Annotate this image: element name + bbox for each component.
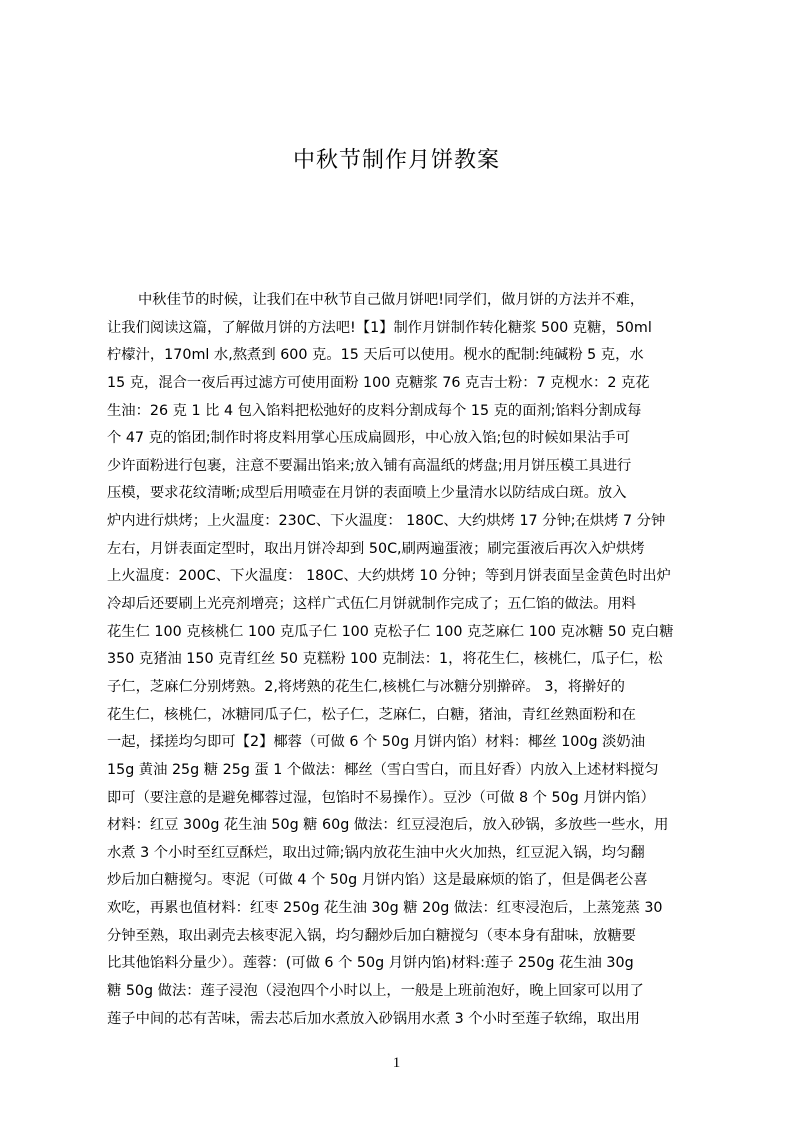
text-line: 即可（要注意的是避免椰蓉过湿，包馅时不易操作）。豆沙（可做 8 个 50g 月饼内馅）	[107, 789, 655, 806]
text-line: 上火温度：200C、下火温度： 180C、大约烘烤 10 分钟；等到月饼表面呈金黄色时出炉	[107, 568, 671, 585]
page-number: 1	[392, 1055, 401, 1071]
text-line: 15 克，混合一夜后再过滤方可使用面粉 100 克糖浆 76 克吉士粉：7 克枧水：2 克花	[107, 374, 650, 391]
document-body	[107, 287, 698, 1033]
text-line: 炉内进行烘烤；上火温度：230C、下火温度： 180C、大约烘烤 17 分钟;在烘烤 7 分钟	[107, 513, 666, 530]
text-line: 欢吃，再累也值材料：红枣 250g 花生油 30g 糖 20g 做法：红枣浸泡后，上蒸笼蒸 30	[107, 900, 663, 917]
text-line: 中秋佳节的时候，让我们在中秋节自己做月饼吧!同学们，做月饼的方法并不难，	[138, 292, 645, 308]
text-line: 生油：26 克 1 比 4 包入馅料把松弛好的皮料分割成每个 15 克的面剂;馅料分割成每	[107, 402, 642, 419]
text-line: 冷却后还要刷上光亮剂增亮；这样广式伍仁月饼就制作完成了；五仁馅的做法。用料	[107, 596, 636, 613]
text-line: 分钟至熟，取出剥壳去核枣泥入锅，均匀翻炒后加白糖搅匀（枣本身有甜味，放糖要	[107, 927, 636, 944]
text-line: 压模，要求花纹清晰;成型后用喷壶在月饼的表面喷上少量清水以防结成白斑。放入	[107, 485, 627, 502]
text-line: 个 47 克的馅团;制作时将皮料用掌心压成扁圆形，中心放入馅;包的时候如果沾手可	[107, 430, 631, 447]
text-line: 一起，揉搓均匀即可【2】椰蓉（可做 6 个 50g 月饼内馅）材料：椰丝 100g 淡奶油	[107, 734, 645, 751]
text-line: 糖 50g 做法：莲子浸泡（浸泡四个小时以上，一般是上班前泡好，晚上回家可以用了	[107, 983, 644, 1000]
text-line: 左右，月饼表面定型时，取出月饼冷却到 50C,刷两遍蛋液；刷完蛋液后再次入炉烘烤	[107, 540, 645, 557]
text-line: 柠檬汁，170ml 水,熬煮到 600 克。15 天后可以使用。枧水的配制:纯碱粉 5 克，水	[107, 347, 644, 364]
text-line: 少许面粉进行包裹，注意不要漏出馅来;放入铺有高温纸的烤盘;用月饼压模工具进行	[107, 457, 632, 474]
document-title: 中秋节制作月饼教案	[292, 148, 500, 173]
text-line: 子仁，芝麻仁分别烤熟。2,将烤熟的花生仁,核桃仁与冰糖分别擀碎。 3，将擀好的	[107, 678, 625, 695]
text-line: 350 克猪油 150 克青红丝 50 克糕粉 100 克制法：1，将花生仁，核桃仁，瓜子仁，松	[107, 651, 663, 668]
text-line: 水煮 3 个小时至红豆酥烂，取出过筛;锅内放花生油中火火加热，红豆泥入锅，均匀翻	[107, 844, 645, 861]
text-line: 让我们阅读这篇，了解做月饼的方法吧!【1】制作月饼制作转化糖浆 500 克糖，50ml	[107, 319, 652, 336]
text-line: 材料：红豆 300g 花生油 50g 糖 60g 做法：红豆浸泡后，放入砂锅，多放些一些水，用	[107, 817, 669, 834]
text-line: 花生仁，核桃仁，冰糖同瓜子仁，松子仁，芝麻仁，白糖，猪油，青红丝熟面粉和在	[107, 706, 636, 723]
text-line: 15g 黄油 25g 糖 25g 蛋 1 个做法：椰丝（雪白雪白，而且好香）内放入上述材料搅匀	[107, 761, 659, 778]
text-line: 花生仁 100 克核桃仁 100 克瓜子仁 100 克松子仁 100 克芝麻仁 100 克冰糖 50 克白糖	[107, 623, 674, 640]
text-line: 炒后加白糖搅匀。枣泥（可做 4 个 50g 月饼内馅）这是最麻烦的馅了，但是偶老公喜	[107, 872, 648, 889]
text-line: 莲子中间的芯有苦味，需去芯后加水煮放入砂锅用水煮 3 个小时至莲子软绵，取出用	[107, 1010, 640, 1027]
text-line: 比其他馅料分量少）。莲蓉：(可做 6 个 50g 月饼内馅)材料:莲子 250g 花生油 30g	[107, 955, 634, 972]
